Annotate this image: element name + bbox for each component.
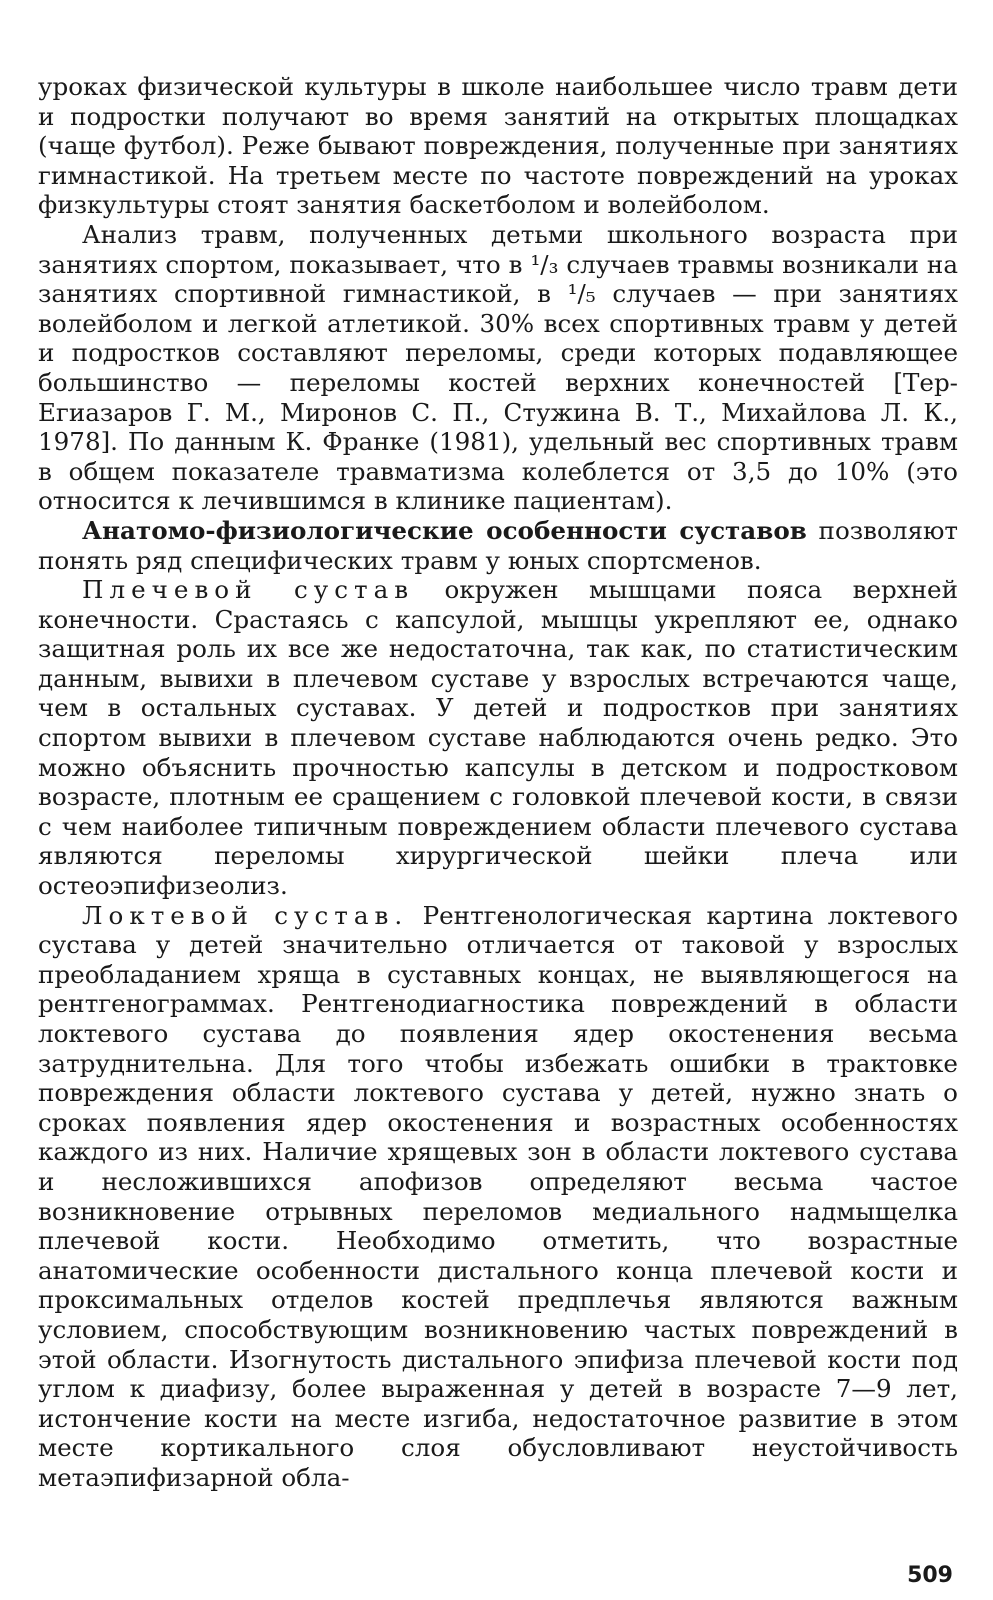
subsection-heading: Плечевой сустав	[82, 575, 415, 605]
paragraph-text: Анализ травм, полученных детьми школьного возраста при занятиях спортом, показывает, что в ¹/₃ случаев травмы возникали на занятиях спортивной гимнастикой, в ¹/₅ случаев — при занятиях волейболом и легкой атлетикой. 30% всех спортивных травм у детей и подростков составляют переломы, среди которых подавляющее большинство — переломы костей верхних конечностей [Тер-Егиазаров Г. М., Миронов С. П., Стужина В. Т., Михайлова Л. К., 1978]. По данным К. Франке (1981), удельный вес спортивных травм в общем показателе травматизма колеблется от 3,5 до 10% (это относится к лечившимся в клинике пациентам).	[38, 219, 958, 516]
paragraph-joint-features	[38, 516, 958, 575]
section-heading: Анатомо-физиологические особенности суставов	[82, 515, 807, 545]
paragraph-elbow-joint	[38, 901, 958, 1493]
paragraph-intro	[38, 72, 958, 220]
paragraph-text: уроках физической культуры в школе наибольшее число травм дети и подростки получают во время занятий на открытых площадках (чаще футбол). Реже бывают повреждения, полученные при занятиях гимнастикой. На третьем месте по частоте повреждений на уроках физкультуры стоят занятия баскетболом и волейболом.	[38, 72, 958, 220]
body-text	[38, 72, 958, 1493]
paragraph-text: Рентгенологическая картина локтевого сустава у детей значительно отличается от таковой у взрослых преобладанием хряща в суставных концах, не выявляющегося на рентгенограммах. Рентгенодиагностика повреждений в области локтевого сустава до появления ядер окостенения весьма затруднительна. Для того чтобы избежать ошибки в трактовке повреждения области локтевого сустава у детей, нужно знать о сроках появления ядер окостенения и возрастных особенностях каждого из них. Наличие хрящевых зон в области локтевого сустава и несложившихся апофизов определяют весьма частое возникновение отрывных переломов медиального надмыщелка плечевой кости. Необходимо отметить, что возрастные анатомические особенности дистального конца плечевой кости и проксимальных отделов костей предплечья являются важным условием, способствующим возникновению частых повреждений в этой области. Изогнутость дистального эпифиза плечевой кости под углом к диафизу, более выраженная у детей в возрасте 7—9 лет, истончение кости на месте изгиба, недостаточное развитие в этом месте кортикального слоя обусловливают неустойчивость метаэпифизарной обла-	[38, 900, 958, 1492]
paragraph-text: позволяют понять ряд специфических травм у юных спортсменов.	[38, 515, 958, 575]
paragraph-text: окружен мышцами пояса верхней конечности. Срастаясь с капсулой, мышцы укрепляют ее, однако защитная роль их все же недостаточна, так как, по статистическим данным, вывихи в плечевом суставе у взрослых встречаются чаще, чем в остальных суставах. У детей и подростков при занятиях спортом вывихи в плечевом суставе наблюдаются очень редко. Это можно объяснить прочностью капсулы в детском и подростковом возрасте, плотным ее сращением с головкой плечевой кости, в связи с чем наиболее типичным повреждением области плечевого сустава являются переломы хирургической шейки плеча или остеоэпифизеолиз.	[38, 575, 958, 901]
page-number: 509	[907, 1563, 953, 1588]
subsection-heading: Локтевой сустав.	[82, 900, 409, 930]
paragraph-injury-analysis	[38, 220, 958, 516]
paragraph-shoulder-joint	[38, 575, 958, 901]
